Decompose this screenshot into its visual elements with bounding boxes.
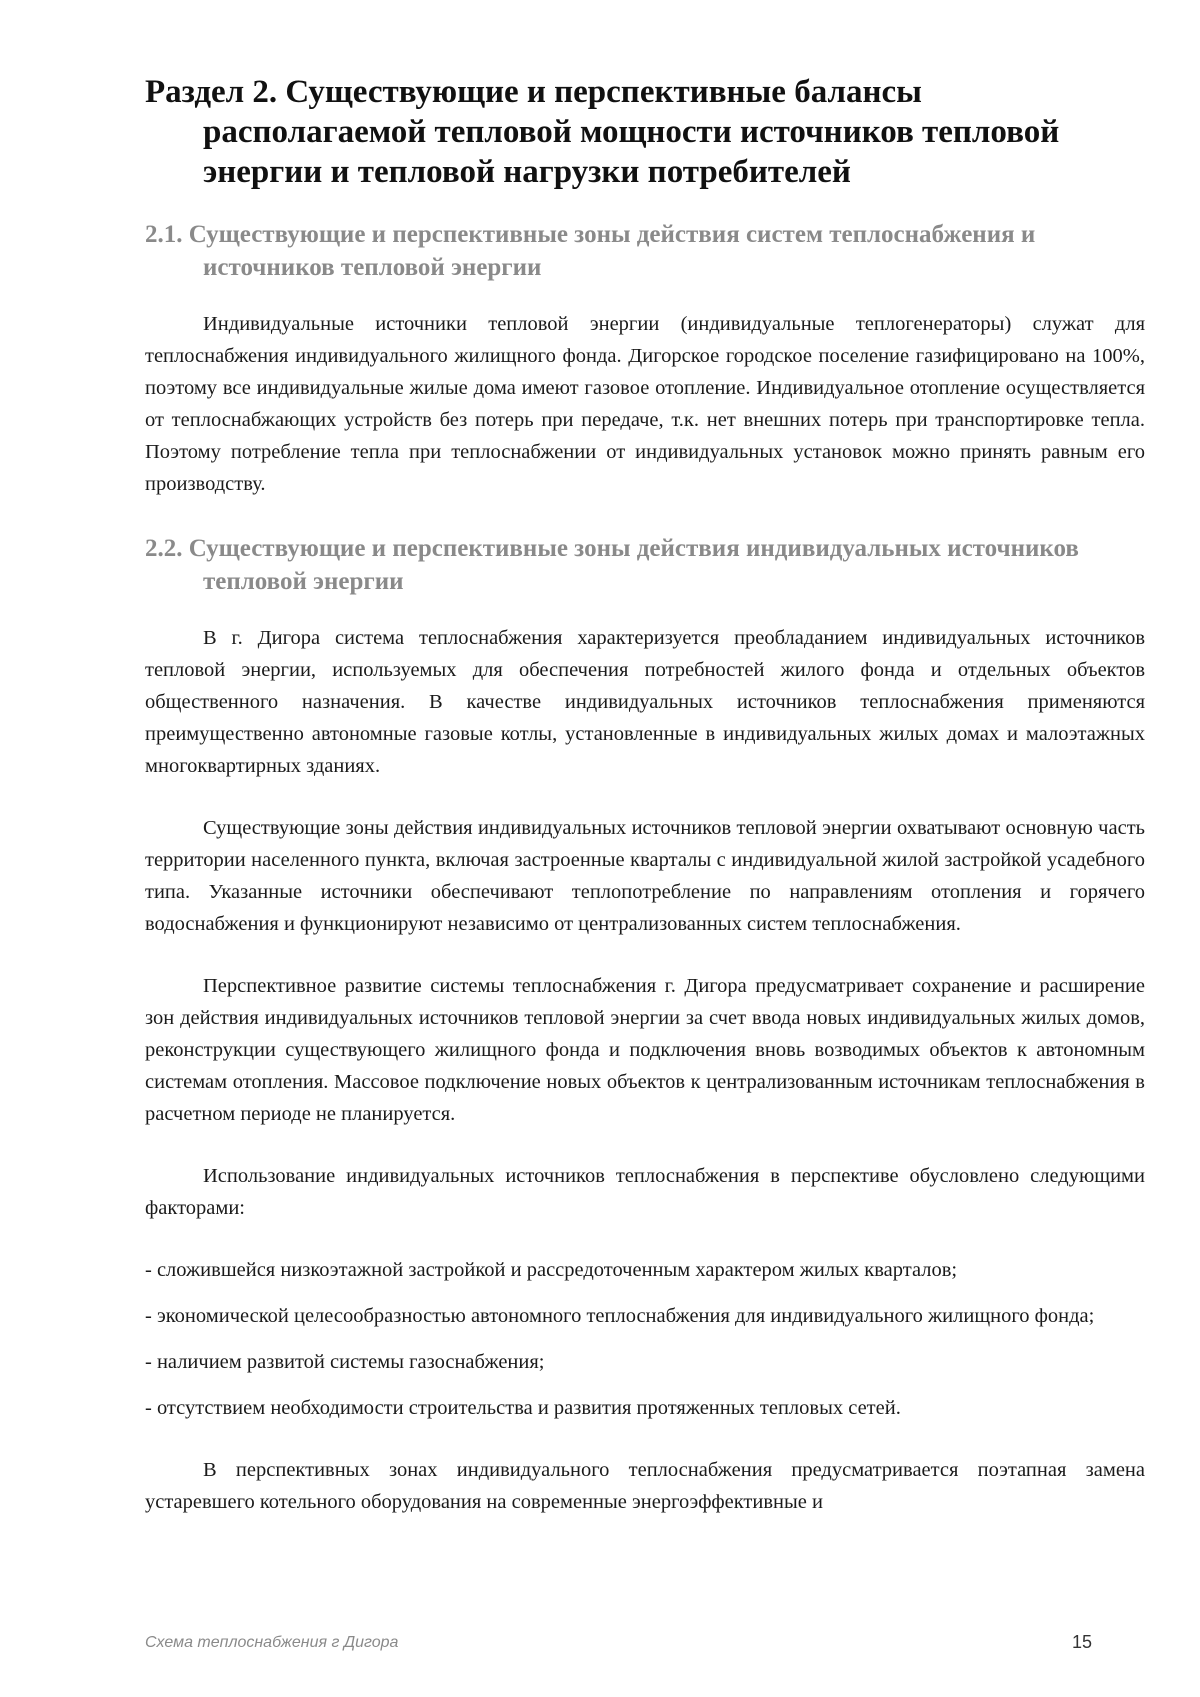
paragraph: Существующие зоны действия индивидуальных источников тепловой энергии охватывают основную часть территории населенного пункта, включая застроенные кварталы с индивидуальной жилой застройкой усадебного типа. Указанные источники обеспечивают теплопотребление по направлениям отопления и горячего водоснабжения и функционируют независимо от централизованных систем теплоснабжения. (145, 817, 1145, 935)
list-item: - экономической целесообразностью автономного теплоснабжения для индивидуального жилищного фонда; (145, 1305, 1095, 1327)
paragraph: Использование индивидуальных источников теплоснабжения в перспективе обусловлено следующими факторами: (145, 1165, 1145, 1219)
subsection-heading-2-1: 2.1. Существующие и перспективные зоны действия систем теплоснабжения и источников тепловой энергии (145, 221, 1036, 281)
footer-document-title: Схема теплоснабжения г Дигора (145, 1634, 399, 1651)
page-number: 15 (1072, 1632, 1093, 1652)
subsection-heading-2-2: 2.2. Существующие и перспективные зоны действия индивидуальных источников тепловой энергии (145, 535, 1079, 595)
list-item: - наличием развитой системы газоснабжения; (145, 1351, 545, 1373)
list-item: - сложившейся низкоэтажной застройкой и рассредоточенным характером жилых кварталов; (145, 1259, 958, 1281)
list-item: - отсутствием необходимости строительства и развития протяженных тепловых сетей. (145, 1397, 901, 1419)
paragraph: В г. Дигора система теплоснабжения характеризуется преобладанием индивидуальных источников тепловой энергии, используемых для обеспечения потребностей жилого фонда и отдельных объектов общественного назначения. В качестве индивидуальных источников теплоснабжения применяются преимущественно автономные газовые котлы, установленные в индивидуальных жилых домах и малоэтажных многоквартирных зданиях. (145, 627, 1145, 777)
section-heading: Раздел 2. Существующие и перспективные балансы располагаемой тепловой мощности источников тепловой энергии и тепловой нагрузки потребителей (145, 74, 1060, 190)
paragraph: Перспективное развитие системы теплоснабжения г. Дигора предусматривает сохранение и расширение зон действия индивидуальных источников тепловой энергии за счет ввода новых индивидуальных жилых домов, реконструкции существующего жилищного фонда и подключения вновь возводимых объектов к автономным системам отопления. Массовое подключение новых объектов к централизованным источникам теплоснабжения в расчетном периоде не планируется. (145, 975, 1145, 1125)
paragraph: В перспективных зонах индивидуального теплоснабжения предусматривается поэтапная замена устаревшего котельного оборудования на современные энергоэффективные и (145, 1459, 1145, 1513)
document-page (145, 72, 1145, 1548)
paragraph: Индивидуальные источники тепловой энергии (индивидуальные теплогенераторы) служат для теплоснабжения индивидуального жилищного фонда. Дигорское городское поселение газифицировано на 100%, поэтому все индивидуальные жилые дома имеют газовое отопление. Индивидуальное отопление осуществляется от теплоснабжающих устройств без потерь при передаче, т.к. нет внешних потерь при транспортировке тепла. Поэтому потребление тепла при теплоснабжении от индивидуальных установок можно принять равным его производству. (145, 313, 1145, 495)
